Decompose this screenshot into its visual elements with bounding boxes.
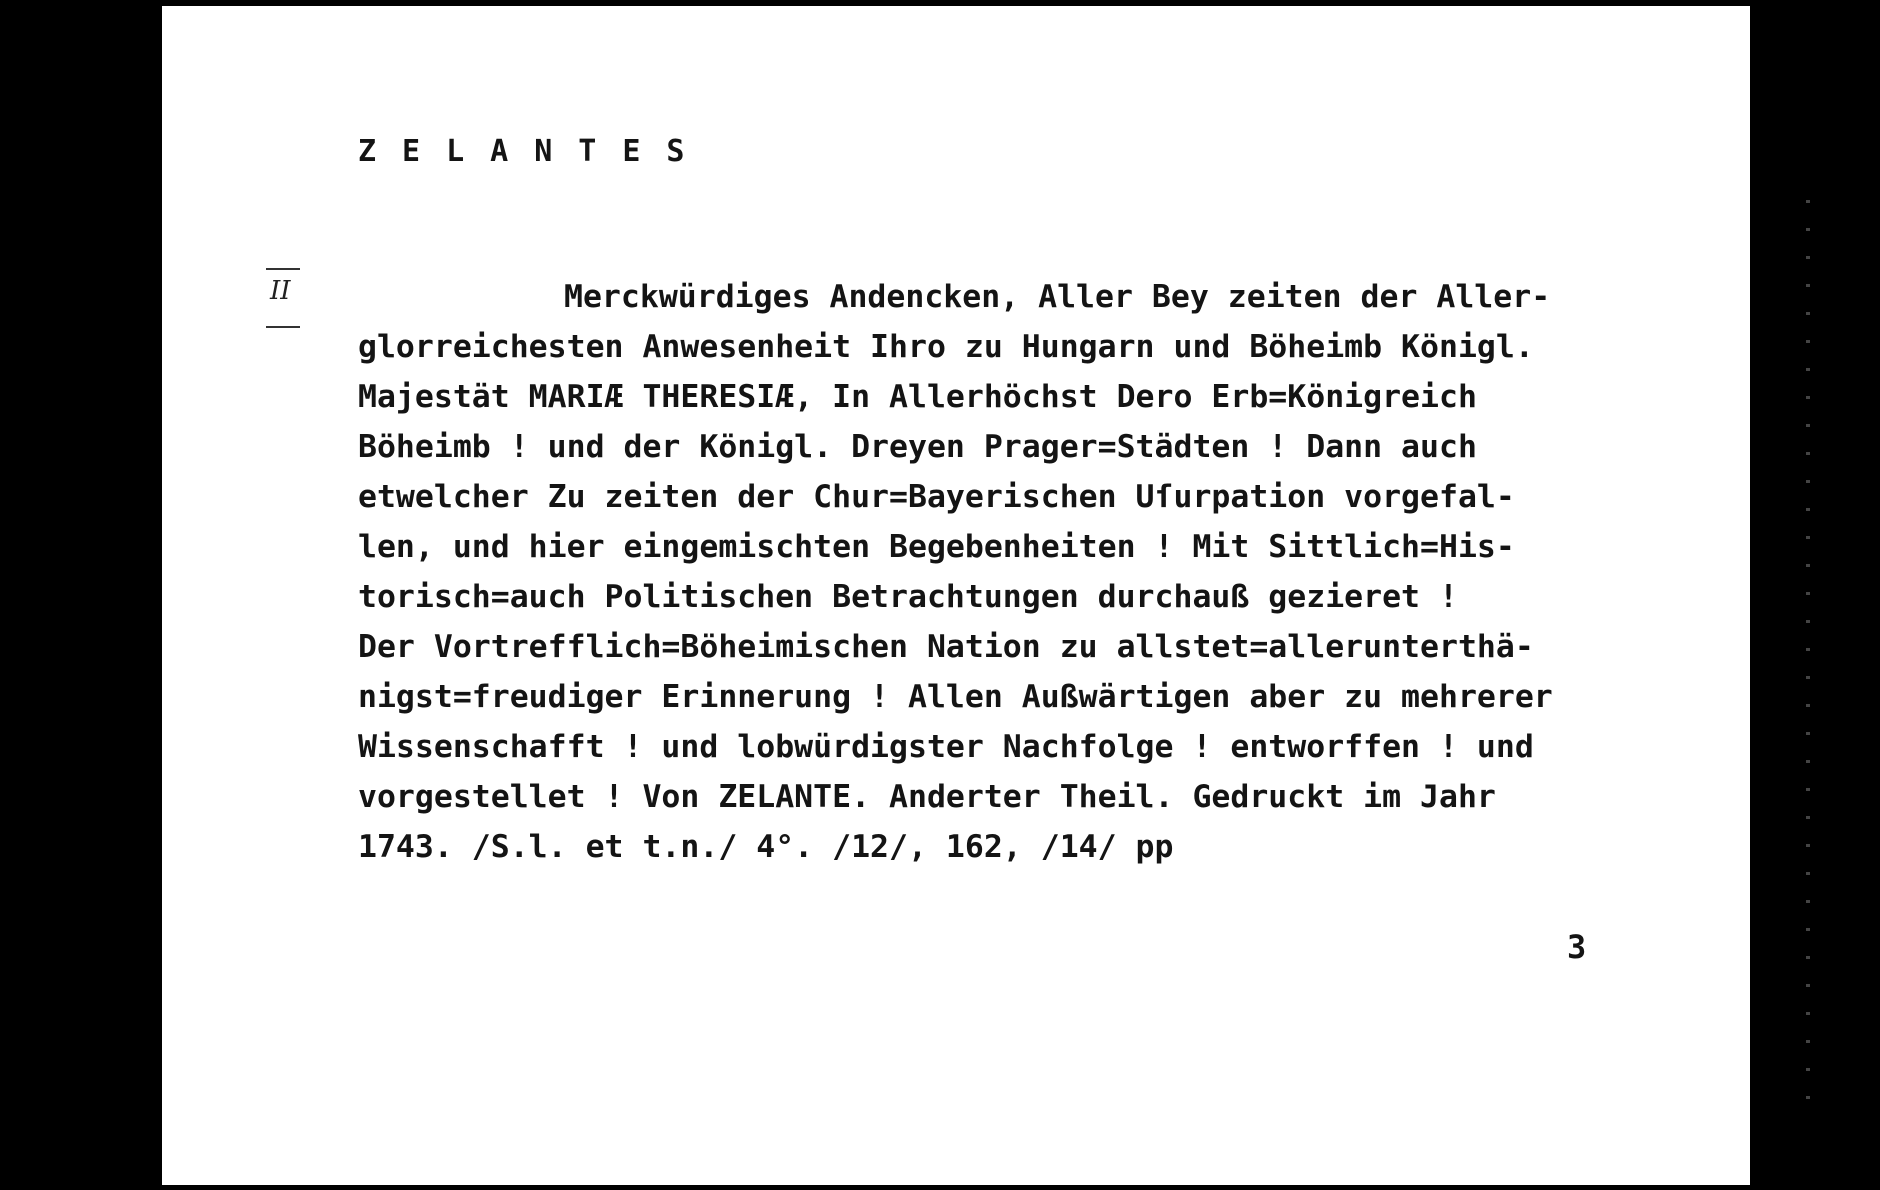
scan-edge-marks [1806,200,1810,1100]
margin-note: II [270,276,291,306]
catalog-card [162,6,1750,1185]
bibliographic-entry [358,272,1698,872]
entry-line: Der Vortrefflich=Böheimischen Nation zu allstet=allerunterthä- [358,629,1534,665]
entry-line: vorgestellet ! Von ZELANTE. Anderter Theil. Gedruckt im Jahr [358,779,1496,815]
margin-dash-top [266,268,300,270]
entry-line: torisch=auch Politischen Betrachtungen durchauß gezieret ! [358,579,1458,615]
entry-line: etwelcher Zu zeiten der Chur=Bayerischen Uſurpation vorgefal- [358,479,1515,515]
entry-line: Majestät MARIÆ THERESIÆ, In Allerhöchst Dero Erb=Königreich [358,379,1477,415]
entry-line: 1743. /S.l. et t.n./ 4°. /12/, 162, /14/ pp [358,829,1174,865]
page-number: 3 [1567,928,1587,966]
entry-line: len, und hier eingemischten Begebenheiten ! Mit Sittlich=His- [358,529,1515,565]
margin-dash-bottom [266,326,300,328]
card-heading: ZELANTES [358,134,711,169]
entry-line: Böheimb ! und der Königl. Dreyen Prager=Städten ! Dann auch [358,429,1477,465]
entry-line: Merckwürdiges Andencken, Aller Bey zeiten der Aller- [564,279,1551,315]
entry-line: Wissenschafft ! und lobwürdigster Nachfolge ! entworffen ! und [358,729,1534,765]
entry-line: nigst=freudiger Erinnerung ! Allen Außwärtigen aber zu mehrerer [358,679,1553,715]
entry-line: glorreichesten Anwesenheit Ihro zu Hungarn und Böheimb Königl. [358,329,1534,365]
